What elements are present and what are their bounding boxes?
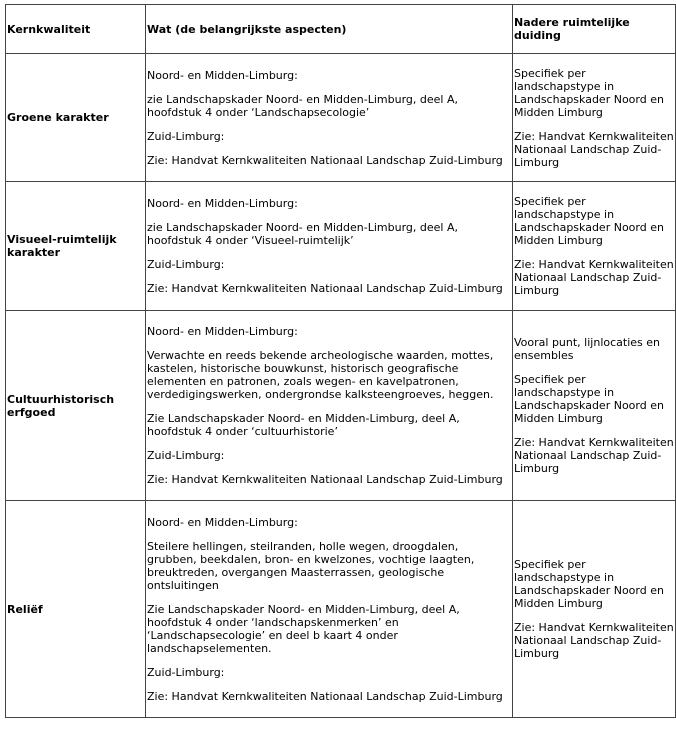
row-title: Reliëf xyxy=(6,501,146,718)
wat-cell xyxy=(146,54,513,182)
table-row xyxy=(6,54,676,182)
header-duiding: Nadere ruimtelijke duiding xyxy=(513,5,676,54)
duiding-cell xyxy=(513,311,676,501)
wat-cell xyxy=(146,501,513,718)
table-row xyxy=(6,501,676,718)
cell-paragraph: zie Landschapskader Noord- en Midden-Limburg, deel A, hoofdstuk 4 onder ‘Visueel-ruimtelijk’ xyxy=(147,221,458,247)
wat-cell xyxy=(146,182,513,311)
cell-paragraph: Zie: Handvat Kernkwaliteiten Nationaal Landschap Zuid-Limburg xyxy=(514,436,674,475)
cell-paragraph: Specifiek per landschapstype in Landschapskader Noord en Midden Limburg xyxy=(514,558,664,610)
table-row xyxy=(6,311,676,501)
header-row xyxy=(6,5,676,54)
cell-paragraph: Noord- en Midden-Limburg: xyxy=(147,325,298,338)
cell-paragraph: Zie Landschapskader Noord- en Midden-Limburg, deel A, hoofdstuk 4 onder ‘landschapskenmerken’ en ‘Landschapsecologie’ en deel b kaart 4 onder landschapselementen. xyxy=(147,602,460,655)
header-kernkwaliteit: Kernkwaliteit xyxy=(6,5,146,54)
cell-paragraph: Zuid-Limburg: xyxy=(147,665,225,679)
kernkwaliteiten-table xyxy=(5,4,676,718)
cell-paragraph: Zie: Handvat Kernkwaliteiten Nationaal Landschap Zuid-Limburg xyxy=(514,621,674,660)
cell-paragraph: Specifiek per landschapstype in Landschapskader Noord en Midden Limburg xyxy=(514,195,664,247)
header-wat: Wat (de belangrijkste aspecten) xyxy=(146,5,513,54)
cell-paragraph: Zie: Handvat Kernkwaliteiten Nationaal Landschap Zuid-Limburg xyxy=(147,473,503,486)
cell-paragraph: Steilere hellingen, steilranden, holle wegen, droogdalen, grubben, beekdalen, bron- en kwelzones, vochtige laagten, breuktreden, overgangen Maasterrassen, geologische ontsluitingen xyxy=(147,539,475,592)
row-title: Groene karakter xyxy=(6,54,146,182)
cell-paragraph: Zuid-Limburg: xyxy=(147,258,225,271)
cell-paragraph: Zuid-Limburg: xyxy=(147,129,225,143)
row-title: Visueel-ruimtelijk karakter xyxy=(6,182,146,311)
cell-paragraph: Specifiek per landschapstype in Landschapskader Noord en Midden Limburg xyxy=(514,373,664,425)
row-title: Cultuurhistorisch erfgoed xyxy=(6,311,146,501)
wat-cell xyxy=(146,311,513,501)
cell-paragraph: Zie: Handvat Kernkwaliteiten Nationaal Landschap Zuid-Limburg xyxy=(514,258,674,297)
cell-paragraph: Zie: Handvat Kernkwaliteiten Nationaal Landschap Zuid-Limburg xyxy=(147,153,503,167)
cell-paragraph: zie Landschapskader Noord- en Midden-Limburg, deel A, hoofdstuk 4 onder ‘Landschapsecologie’ xyxy=(147,92,458,119)
duiding-cell xyxy=(513,501,676,718)
cell-paragraph: Zie: Handvat Kernkwaliteiten Nationaal Landschap Zuid-Limburg xyxy=(147,689,503,703)
cell-paragraph: Noord- en Midden-Limburg: xyxy=(147,68,298,82)
cell-paragraph: Zuid-Limburg: xyxy=(147,449,225,462)
cell-paragraph: Vooral punt, lijnlocaties en ensembles xyxy=(514,336,660,362)
cell-paragraph: Zie Landschapskader Noord- en Midden-Limburg, deel A, hoofdstuk 4 onder ‘cultuurhistorie’ xyxy=(147,412,460,438)
cell-paragraph: Verwachte en reeds bekende archeologische waarden, mottes, kastelen, historische bouwkunst, historisch geografische elementen en patronen, zoals wegen- en kavelpatronen, verdedigingswerken, ondergrondse kalksteengroeves, heggen. xyxy=(147,349,494,401)
cell-paragraph: Noord- en Midden-Limburg: xyxy=(147,197,298,210)
cell-paragraph: Zie: Handvat Kernkwaliteiten Nationaal Landschap Zuid-Limburg xyxy=(514,129,674,169)
cell-paragraph: Zie: Handvat Kernkwaliteiten Nationaal Landschap Zuid-Limburg xyxy=(147,282,503,295)
table-row xyxy=(6,182,676,311)
cell-paragraph: Specifiek per landschapstype in Landschapskader Noord en Midden Limburg xyxy=(514,66,664,119)
duiding-cell xyxy=(513,54,676,182)
cell-paragraph: Noord- en Midden-Limburg: xyxy=(147,515,298,529)
duiding-cell xyxy=(513,182,676,311)
